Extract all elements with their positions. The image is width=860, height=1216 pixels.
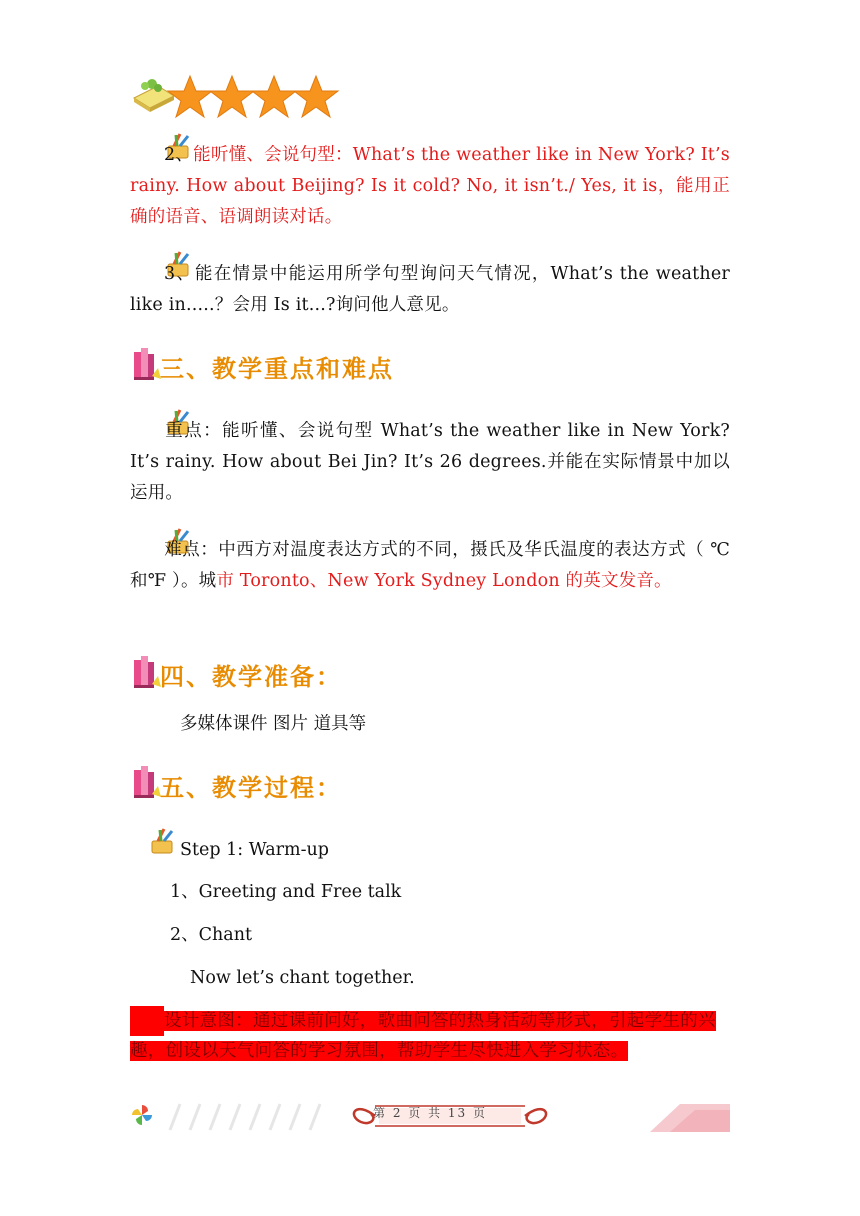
pinwheel-logo-icon: [130, 1103, 154, 1127]
clover-box-icon: [134, 79, 174, 112]
step-item-2: 2、Chant: [170, 925, 253, 945]
footer-corner-icon: [640, 1100, 730, 1132]
chant-line: Now let’s chant together.: [190, 968, 415, 988]
objective-item-2: 2、能听懂、会说句型：What’s the weather like in New York? It’s rainy. How about Beijing? Is it cold? No, it isn’t./ Yes, it is，能用正确的语音、语调朗读对话。: [130, 145, 730, 227]
stars-rating-icon: [130, 72, 345, 122]
section-3-heading: 三、教学重点和难点: [160, 355, 394, 383]
page-number-label: 第 2 页 共 13 页: [373, 1106, 487, 1120]
step-item-1: 1、Greeting and Free talk: [170, 882, 402, 902]
books-icon: [132, 764, 162, 800]
materials-text: 多媒体课件 图片 道具等: [180, 714, 367, 734]
design-intent-paragraph: 设计意图：通过课前问好，歌曲问答的热身活动等形式，引起学生的兴趣，创设以天气问答的学习氛围，帮助学生尽快进入学习状态。: [130, 1006, 730, 1066]
step-1-title: Step 1: Warm-up: [180, 840, 329, 860]
objective-item-3: 3、能在情景中能运用所学句型询问天气情况，What’s the weather like in.....？会用 Is it...?询问他人意见。: [130, 264, 730, 315]
difficulty-paragraph: 难点：中西方对温度表达方式的不同，摄氏及华氏温度的表达方式（ ℃和℉ ）。城市 Toronto、New York Sydney London 的英文发音。: [130, 540, 730, 591]
section-5-heading: 五、教学过程：: [160, 774, 342, 802]
books-icon: [132, 346, 162, 382]
key-point-paragraph: 重点：能听懂、会说句型 What’s the weather like in New York? It’s rainy. How about Bei Jin? It’s 26 degrees.并能在实际情景中加以运用。: [130, 421, 730, 503]
pencil-cup-icon: [148, 827, 178, 857]
books-icon: [132, 654, 162, 690]
section-4-heading: 四、教学准备：: [160, 663, 342, 691]
footer-stripe-icon: [160, 1100, 350, 1132]
